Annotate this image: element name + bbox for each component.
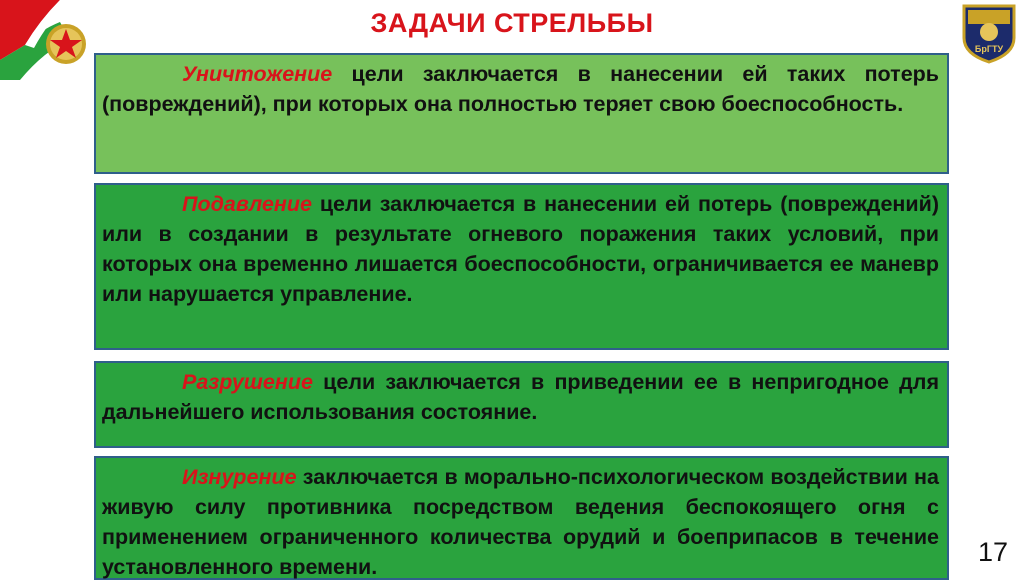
definition-text: цели заключается в нанесении ей таких потерь (повреждений), при которых она полностью теряет свою боеспособность. (102, 62, 939, 116)
definition-box-destruction (94, 53, 949, 174)
term-label: Изнурение (182, 465, 297, 489)
term-label: Уничтожение (182, 62, 333, 86)
definition-box-harassment (94, 456, 949, 580)
definition-text: цели заключается в нанесении ей потерь (повреждений) или в создании в результате огневого поражения таких условий, при которых она временно лишается боеспособности, ограничивается ее маневр или нарушается управление. (102, 192, 939, 306)
definition-text: цели заключается в приведении ее в непригодное для дальнейшего использования состояние. (102, 370, 939, 424)
page-title: ЗАДАЧИ СТРЕЛЬБЫ (370, 8, 654, 38)
term-label: Разрушение (182, 370, 313, 394)
definition-box-demolition (94, 361, 949, 448)
definition-box-suppression (94, 183, 949, 350)
term-label: Подавление (182, 192, 312, 216)
emblem-label: БрГТУ (974, 44, 1004, 54)
page-number: 17 (977, 537, 1008, 567)
definition-text: заключается в морально-психологическом воздействии на живую силу противника посредством ведения беспокоящего огня с применением ограниченного количества орудий и боеприпасов в течение установленного времени. (102, 465, 939, 579)
